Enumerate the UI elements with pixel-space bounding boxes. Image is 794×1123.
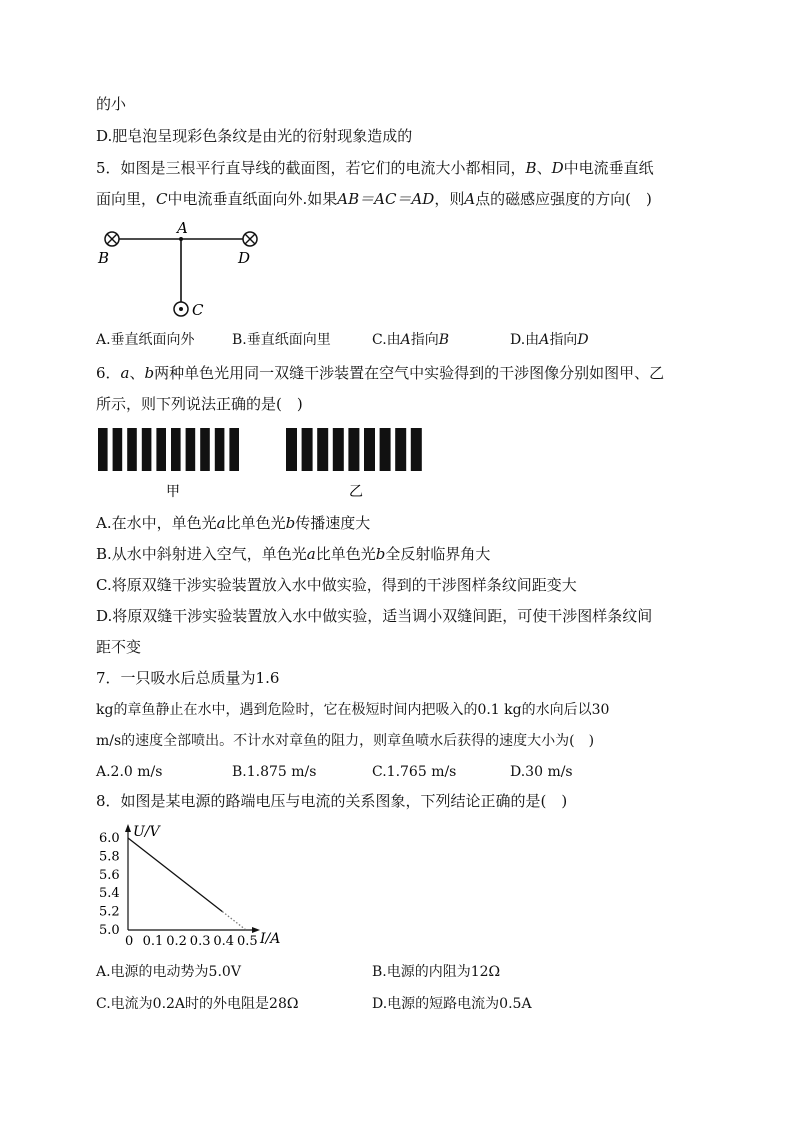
- question-7-cont2: m/s的速度全部喷出。不计水对章鱼的阻力，则章鱼喷水后获得的速度大小为( ): [96, 733, 595, 749]
- fringe-bar-b: [317, 428, 328, 471]
- y-tick-label: 5.0: [99, 923, 120, 938]
- question-6: 6．a、b两种单色光用同一双缝干涉装置在空气中实验得到的干涉图像分别如图甲、乙: [96, 364, 665, 382]
- fringe-bar-a: [171, 428, 181, 471]
- fringe-pattern-b: [286, 428, 422, 471]
- fringe-bar-a: [156, 428, 166, 471]
- x-tick-label: 0: [125, 934, 134, 949]
- label-yi: 乙: [349, 484, 363, 500]
- y-axis-arrow-icon: [125, 824, 131, 832]
- option-5c[interactable]: C.由A指向B: [372, 332, 450, 348]
- label-c: C: [192, 301, 204, 319]
- y-axis-label: U/V: [133, 824, 160, 840]
- fringe-bar-b: [348, 428, 359, 471]
- option-8b[interactable]: B.电源的内阻为12Ω: [372, 964, 501, 980]
- y-tick-label: 5.4: [99, 886, 120, 902]
- fringe-bar-a: [200, 428, 210, 471]
- fringe-bar-b: [380, 428, 391, 471]
- question-7-cont: kg的章鱼静止在水中，遇到危险时，它在极短时间内把吸入的0.1 kg的水向后以30: [96, 702, 610, 718]
- fringe-bar-b: [302, 428, 313, 471]
- option-6a[interactable]: A.在水中，单色光a比单色光b传播速度大: [96, 514, 371, 532]
- fringe-bar-a: [186, 428, 196, 471]
- y-tick-label: 5.6: [99, 867, 120, 883]
- x-axis-label: I/A: [260, 931, 281, 947]
- x-tick-label: 0.1: [142, 934, 164, 949]
- option-7a[interactable]: A.2.0 m/s: [96, 764, 163, 780]
- series-line: [128, 838, 222, 912]
- option-7b[interactable]: B.1.875 m/s: [232, 764, 317, 780]
- fringe-bar-a: [113, 428, 123, 471]
- option-8c[interactable]: C.电流为0.2A时的外电阻是28Ω: [96, 996, 299, 1012]
- x-tick-label: 0.2: [166, 934, 187, 949]
- x-tick-label: 0.4: [213, 934, 235, 949]
- x-tick-label: 0.5: [237, 934, 258, 949]
- text-line: 的小: [96, 95, 127, 113]
- fringe-bar-a: [215, 428, 225, 471]
- x-tick-label: 0.3: [189, 934, 211, 949]
- question-5: 5．如图是三根平行直导线的截面图，若它们的电流大小都相同，B、D中电流垂直纸: [96, 159, 654, 177]
- wire-d-into-page-icon: [243, 232, 257, 246]
- interference-fringes-figure: [96, 424, 436, 504]
- question-7: 7．一只吸水后总质量为1.6: [96, 669, 280, 687]
- option-7c[interactable]: C.1.765 m/s: [372, 764, 457, 780]
- fringe-bar-a: [127, 428, 137, 471]
- voltage-current-chart: [96, 818, 296, 953]
- question-5-cont: 面向里，C中电流垂直纸面向外.如果AB＝AC＝AD，则A点的磁感应强度的方向( ): [96, 190, 652, 208]
- label-jia: 甲: [166, 484, 180, 500]
- y-tick-label: 5.2: [99, 904, 120, 920]
- y-ticks: [99, 831, 120, 938]
- fringe-bar-a: [98, 428, 108, 471]
- option-5a[interactable]: A.垂直纸面向外: [96, 332, 195, 348]
- fringe-bar-b: [364, 428, 375, 471]
- option-7d[interactable]: D.30 m/s: [510, 764, 573, 780]
- option-8a[interactable]: A.电源的电动势为5.0V: [96, 964, 241, 980]
- fringe-bar-b: [333, 428, 344, 471]
- fringe-pattern-a: [98, 428, 239, 471]
- label-a: A: [177, 219, 188, 237]
- fringe-bar-a: [142, 428, 152, 471]
- option-6d-cont: 距不变: [96, 638, 142, 656]
- wire-diagram: [96, 218, 276, 328]
- option-5b[interactable]: B.垂直纸面向里: [232, 332, 331, 348]
- label-b: B: [98, 249, 110, 267]
- question-8: 8．如图是某电源的路端电压与电流的关系图象，下列结论正确的是( ): [96, 792, 568, 810]
- label-d: D: [238, 249, 251, 267]
- option-5d[interactable]: D.由A指向D: [510, 332, 589, 348]
- wire-b-into-page-icon: [105, 232, 119, 246]
- question-6-cont: 所示，则下列说法正确的是( ): [96, 395, 303, 413]
- option-6d[interactable]: D.将原双缝干涉实验装置放入水中做实验，适当调小双缝间距，可使干涉图样条纹间: [96, 607, 653, 625]
- option-6c[interactable]: C.将原双缝干涉实验装置放入水中做实验，得到的干涉图样条纹间距变大: [96, 576, 577, 594]
- series: [128, 838, 246, 930]
- option-6b[interactable]: B.从水中斜射进入空气，单色光a比单色光b全反射临界角大: [96, 545, 491, 563]
- wire-c-out-of-page-icon: [174, 302, 188, 316]
- fringe-bar-a: [229, 428, 239, 471]
- series-line: [222, 912, 246, 930]
- y-tick-label: 5.8: [99, 849, 120, 865]
- fringe-bar-b: [286, 428, 297, 471]
- x-ticks: [125, 934, 258, 949]
- option-8d[interactable]: D.电源的短路电流为0.5A: [372, 996, 532, 1012]
- option-d-prev: D.肥皂泡呈现彩色条纹是由光的衍射现象造成的: [96, 127, 413, 145]
- x-axis-arrow-icon: [252, 927, 260, 933]
- y-tick-label: 6.0: [99, 831, 120, 846]
- fringe-bar-b: [395, 428, 406, 471]
- fringe-bar-b: [411, 428, 422, 471]
